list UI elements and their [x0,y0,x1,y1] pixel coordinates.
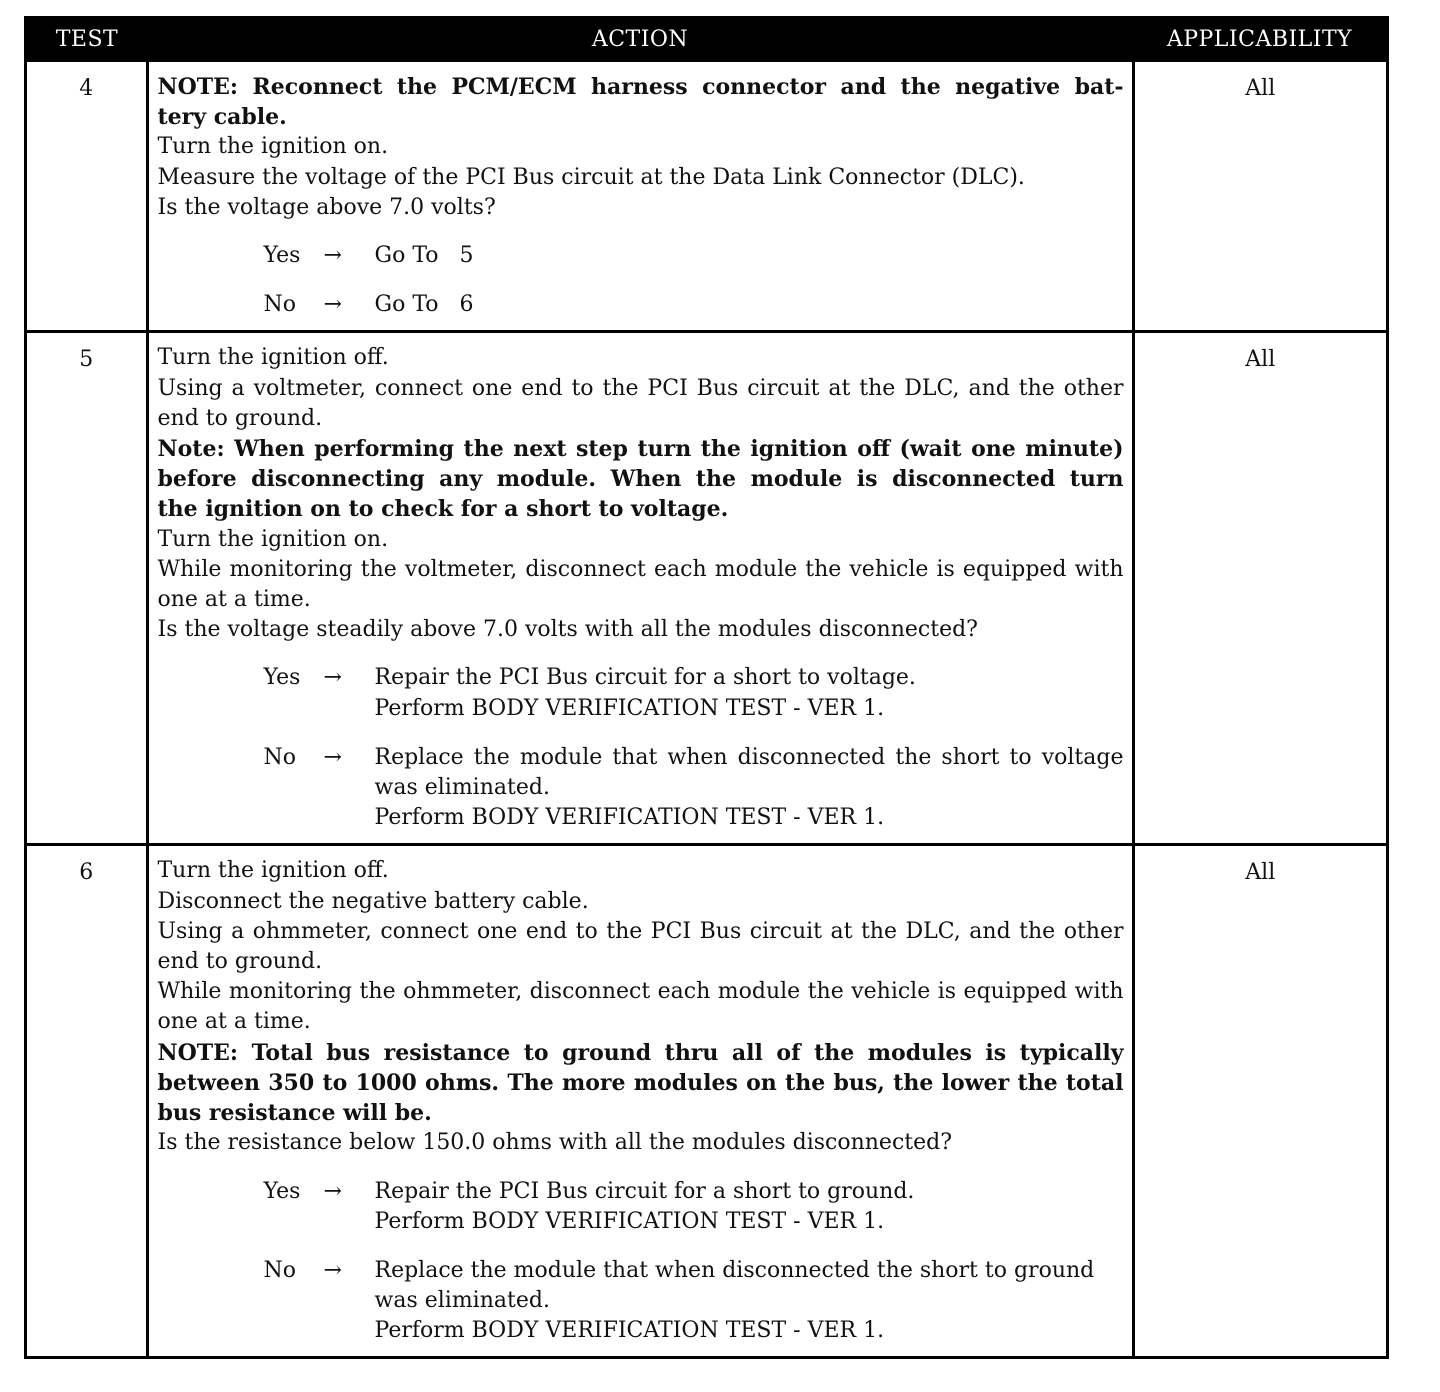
action-step-line: Turn the ignition on. [157,526,389,552]
action-cell [147,845,1133,1357]
action-note-line: NOTE: Total bus resistance to ground thru all of the modules is typically [157,1039,1124,1066]
branch-result-line: Go To 5 [374,243,474,269]
branch-label: Yes [263,1178,301,1204]
action-step-line: Disconnect the negative battery cable. [157,888,589,914]
right-arrow-icon: → [323,292,342,318]
right-arrow-icon: → [323,744,342,770]
decision-branch [264,241,1124,271]
table-row [27,845,1386,1357]
action-note-line: between 350 to 1000 ohms. The more modules on the bus, the lower the total [157,1069,1124,1096]
branch-result [375,1256,1124,1347]
branch-label: Yes [263,243,301,269]
branch-label: No [263,744,296,770]
diagnostic-test-table [24,16,1389,1359]
branch-result-line: Replace the module that when disconnected the short to ground [374,1257,1095,1283]
right-arrow-icon: → [323,665,342,691]
action-step-line: end to ground. [157,949,323,975]
action-step-line: Measure the voltage of the PCI Bus circuit at the Data Link Connector (DLC). [157,164,1025,190]
action-cell [147,61,1133,332]
branch-label: Yes [263,665,301,691]
decision-branches [158,241,1124,320]
decision-branch [264,663,1124,723]
table-row [27,61,1386,332]
action-step-line: one at a time. [157,587,311,613]
action-note-line: bus resistance will be. [157,1100,432,1127]
action-step-line: While monitoring the voltmeter, disconnect each module the vehicle is equipped with [157,556,1124,582]
branch-result [375,1177,1124,1237]
decision-branches [158,663,1124,833]
action-step-line: Is the voltage steadily above 7.0 volts with all the modules disconnected? [157,617,978,643]
action-cell [147,332,1133,845]
applicability-value: All [1133,332,1386,845]
table-row [27,332,1386,845]
branch-result-line: was eliminated. [374,775,550,801]
action-step-line: Turn the ignition off. [157,345,389,371]
branch-result [375,290,1124,320]
action-step-line: Turn the ignition off. [157,858,389,884]
branch-result [375,241,1124,271]
decision-branches [158,1177,1124,1347]
branch-label: No [263,292,296,318]
branch-result-line: Replace the module that when disconnected the short to voltage [374,744,1124,770]
branch-result-line: was eliminated. [374,1288,550,1314]
decision-branch [264,1177,1124,1237]
table-body [27,61,1386,1357]
header-action: ACTION [147,19,1133,61]
branch-result [375,663,1124,723]
action-note-line: before disconnecting any module. When the module is disconnected turn [157,466,1124,493]
action-note-line: Note: When performing the next step turn the ignition off (wait one minute) [157,436,1124,463]
branch-result-line: Go To 6 [374,292,474,318]
right-arrow-icon: → [323,1257,342,1283]
applicability-value: All [1133,845,1386,1357]
action-step-line: Using a voltmeter, connect one end to the PCI Bus circuit at the DLC, and the other [157,375,1124,401]
action-step-line: While monitoring the ohmmeter, disconnect each module the vehicle is equipped with [157,979,1124,1005]
test-number: 5 [27,332,147,845]
action-step-line: Turn the ignition on. [157,134,389,160]
branch-label: No [263,1257,296,1283]
action-note-line: NOTE: Reconnect the PCM/ECM harness connector and the negative bat- [157,74,1124,100]
test-number: 4 [27,61,147,332]
action-step-line: Is the resistance below 150.0 ohms with all the modules disconnected? [157,1130,953,1156]
decision-branch [264,743,1124,834]
right-arrow-icon: → [323,243,342,269]
branch-result-line: Repair the PCI Bus circuit for a short to ground. [374,1178,915,1204]
action-note-line: tery cable. [157,104,287,131]
header-applicability: APPLICABILITY [1133,19,1386,61]
applicability-value: All [1133,61,1386,332]
action-step-line: one at a time. [157,1009,311,1035]
action-step-line: Using a ohmmeter, connect one end to the PCI Bus circuit at the DLC, and the other [157,918,1124,944]
branch-result-line: Perform BODY VERIFICATION TEST - VER 1. [374,1208,885,1234]
branch-result-line: Perform BODY VERIFICATION TEST - VER 1. [374,1318,885,1344]
branch-result-line: Perform BODY VERIFICATION TEST - VER 1. [374,695,885,721]
test-table [27,19,1386,1357]
branch-result [375,743,1124,834]
decision-branch [264,1256,1124,1347]
action-step-line: Is the voltage above 7.0 volts? [157,194,496,220]
decision-branch [264,290,1124,320]
action-note-line: the ignition on to check for a short to voltage. [157,496,729,523]
right-arrow-icon: → [323,1178,342,1204]
table-header-row [27,19,1386,61]
header-test: TEST [27,19,147,61]
action-step-line: end to ground. [157,405,323,431]
test-number: 6 [27,845,147,1357]
branch-result-line: Perform BODY VERIFICATION TEST - VER 1. [374,805,885,831]
branch-result-line: Repair the PCI Bus circuit for a short to voltage. [374,665,916,691]
